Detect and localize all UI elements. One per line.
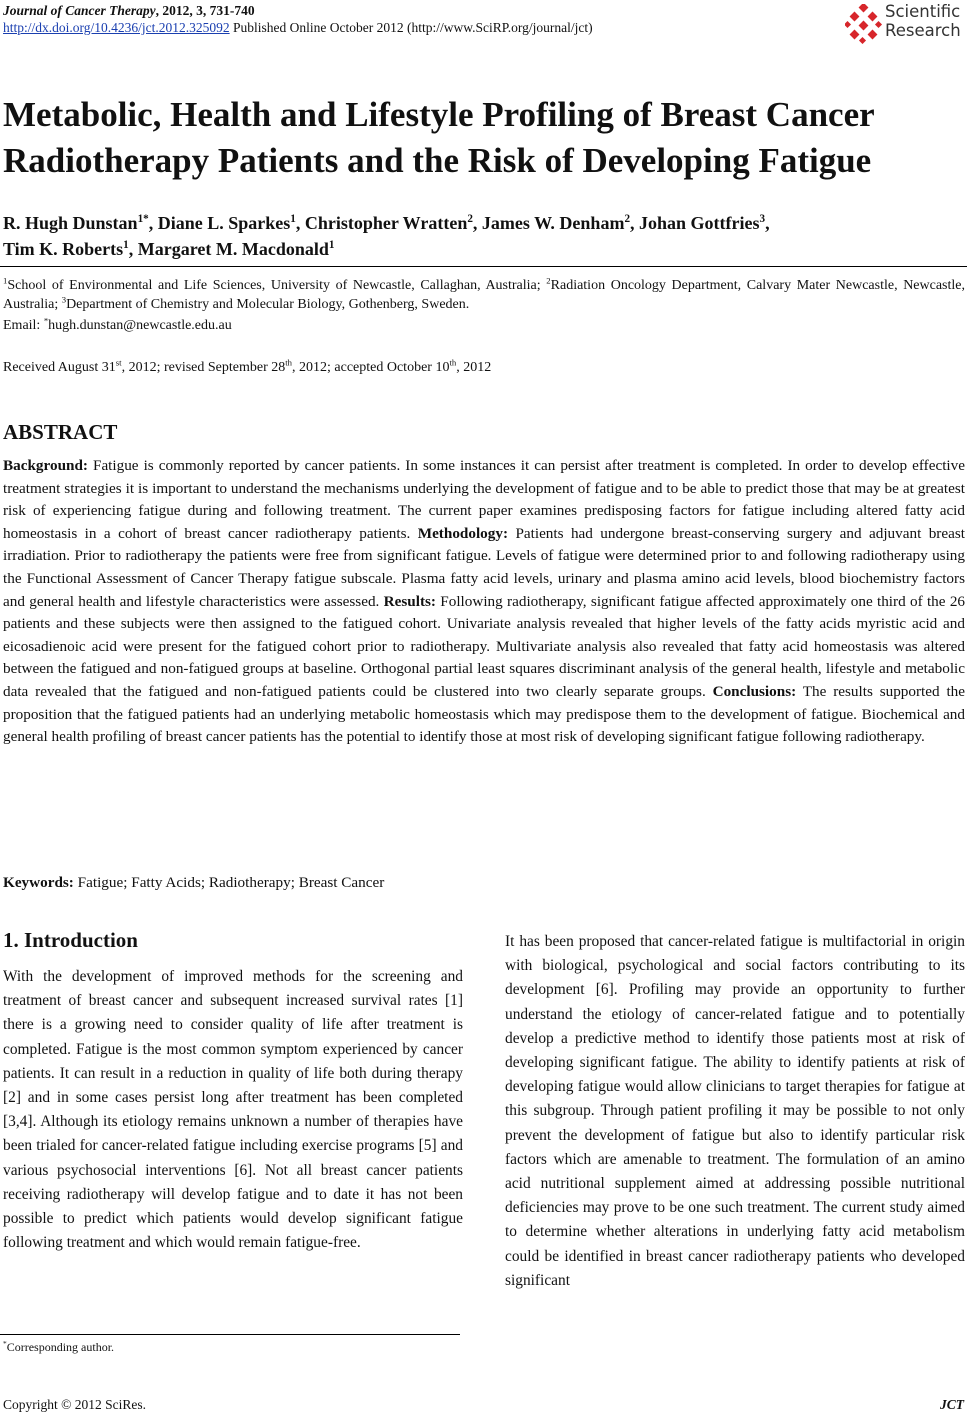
logo-line-1: Scientific <box>885 2 961 21</box>
logo-line-2: Research <box>885 21 961 40</box>
email-line: Email: *hugh.dunstan@newcastle.edu.au <box>3 315 232 333</box>
intro-column-right: It has been proposed that cancer-related fatigue is multifactorial in origin with biological, psychological and social factors contributing to its development [6]. Profiling may provide an opportunity to further understand the etiology of cancer-related fatigue and to potentially develop a predictive method to identify those patients most at risk of developing significant fatigue. The ability to identify patients at risk of developing fatigue would allow clinicians to target therapies for fatigue at this subgroup. Through patient profiling it may be possible to not only prevent the development of fatigue but also to identify particular risk factors which are amenable to treatment. The formulation of an amino acid nutritional supplement aimed at addressing possible nutritional deficiencies may prove to be one such treatment. The current study aimed to determine whether alterations in underlying fatty acid metabolism could be identified in breast cancer radiotherapy patients who developed significant <box>505 933 965 1289</box>
paper-title: Metabolic, Health and Lifestyle Profiling of Breast Cancer Radiotherapy Patients and the Risk of Developing Fatigue <box>3 95 875 180</box>
abstract-body: Background: Fatigue is commonly reported by cancer patients. In some instances it can persist after treatment is completed. In order to develop effective treatment strategies it is important to understand the mechanisms underlying the development of fatigue and to be able to predict those that may be at greatest risk of experiencing fatigue during and following treatment. The current paper examines predisposing factors for fatigue including altered fatty acid homeostasis in a cohort of breast cancer radiotherapy patients. Methodology: Patients had undergone breast-conserving surgery and adjuvant breast irradiation. Prior to radiotherapy the patients were free from significant fatigue. Levels of fatigue were determined prior to and following radiotherapy using the Functional Assessment of Cancer Therapy fatigue subscale. Plasma fatty acid levels, urinary and plasma amino acid levels, blood biochemistry factors and general health and lifestyle characteristics were assessed. Results: Following radiotherapy, significant fatigue affected approximately one third of the 26 patients and these subjects were then assigned to the fatigued cohort. Univariate analysis revealed that higher levels of the fatty acids myristic acid and eicosadienoic acid were present for the fatigued cohort prior to radiotherapy. Multivariate analysis also revealed that fatty acid homeostasis was altered between the fatigued and non-fatigued groups at baseline. Orthogonal partial least squares discriminant analysis of the general health, lifestyle and metabolic data revealed that the fatigued and non-fatigued patients could be clustered into two clearly separate groups. Conclusions: The results supported the proposition that the fatigued patients had an underlying metabolic homeostasis which may predispose them to the development of fatigue. Biochemical and general health profiling of breast cancer patients has the potential to identify those at most risk of developing significant fatigue following radiotherapy. <box>3 457 966 746</box>
journal-abbrev: JCT <box>939 1397 964 1412</box>
section-heading-introduction: 1. Introduction <box>3 928 138 952</box>
footnote: *Corresponding author. <box>3 1339 115 1354</box>
doi-link[interactable]: http://dx.doi.org/10.4236/jct.2012.325092 <box>3 20 230 35</box>
author: Tim K. Roberts$^1$ <box>3 239 129 259</box>
author: James W. Denham$^2$ <box>481 213 631 233</box>
author: Christopher Wratten$^2$ <box>304 213 473 233</box>
journal-details: , 2012, 3, 731-740 <box>155 3 255 18</box>
affiliations: $^1$School of Environmental and Life Sciences, University of Newcastle, Callaghan, Australia; $^2$Radiation Oncology Department, Calvary Mater Newcastle, Newcastle, Australia; $^3$Department of Chemistry and Molecular Biology, Gothenberg, Sweden. <box>3 275 965 312</box>
received-dates: Received August 31st, 2012; revised September 28th, 2012; accepted October 10th, 2012 <box>3 357 492 375</box>
author: Margaret M. Macdonald$^1$ <box>137 239 335 259</box>
author-list: R. Hugh Dunstan$^{1*}$, Diane L. Sparkes$^1$, Christopher Wratten$^2$, James W. Denham$^2$, Johan Gottfries$^3$, Tim K. Roberts$^1$, Margaret M. Macdonald$^1$ <box>3 213 770 259</box>
logo-diamonds-icon <box>845 4 883 44</box>
journal-name: Journal of Cancer Therapy <box>3 3 156 18</box>
copyright: Copyright © 2012 SciRes. <box>3 1397 147 1412</box>
intro-column-left: With the development of improved methods for the screening and treatment of breast cancer and subsequent increased survival rates [1] there is a growing need to consider quality of life after treatment is completed. Fatigue is the most common symptom experienced by cancer patients. It can result in a reduction in quality of life both during therapy [2] and in some cases persist long after treatment has been completed [3,4]. Although its etiology remains unknown a number of therapies have been trialed for cancer-related fatigue including exercise programs [5] and various psychosocial interventions [6]. Not all breast cancer patients receiving radiotherapy will develop fatigue and to date it has not been possible to predict which patients would develop significant fatigue following treatment and which would remain fatigue-free. <box>3 968 463 1252</box>
journal-citation <box>3 3 255 19</box>
abstract-heading: ABSTRACT <box>3 420 118 444</box>
footnote-divider <box>0 1334 460 1335</box>
publisher-logo <box>845 2 965 46</box>
logo-text <box>885 2 961 40</box>
email-address[interactable]: hugh.dunstan@newcastle.edu.au <box>48 318 232 333</box>
author: R. Hugh Dunstan$^{1*}$ <box>3 213 149 233</box>
header-divider <box>0 266 967 267</box>
published-info: Published Online October 2012 (http://www.SciRP.org/journal/jct) <box>229 20 593 35</box>
author: Diane L. Sparkes$^1$ <box>157 213 296 233</box>
doi-line <box>3 20 593 36</box>
keywords: Keywords: Fatigue; Fatty Acids; Radiotherapy; Breast Cancer <box>3 874 385 891</box>
author: Johan Gottfries$^3$ <box>639 213 766 233</box>
